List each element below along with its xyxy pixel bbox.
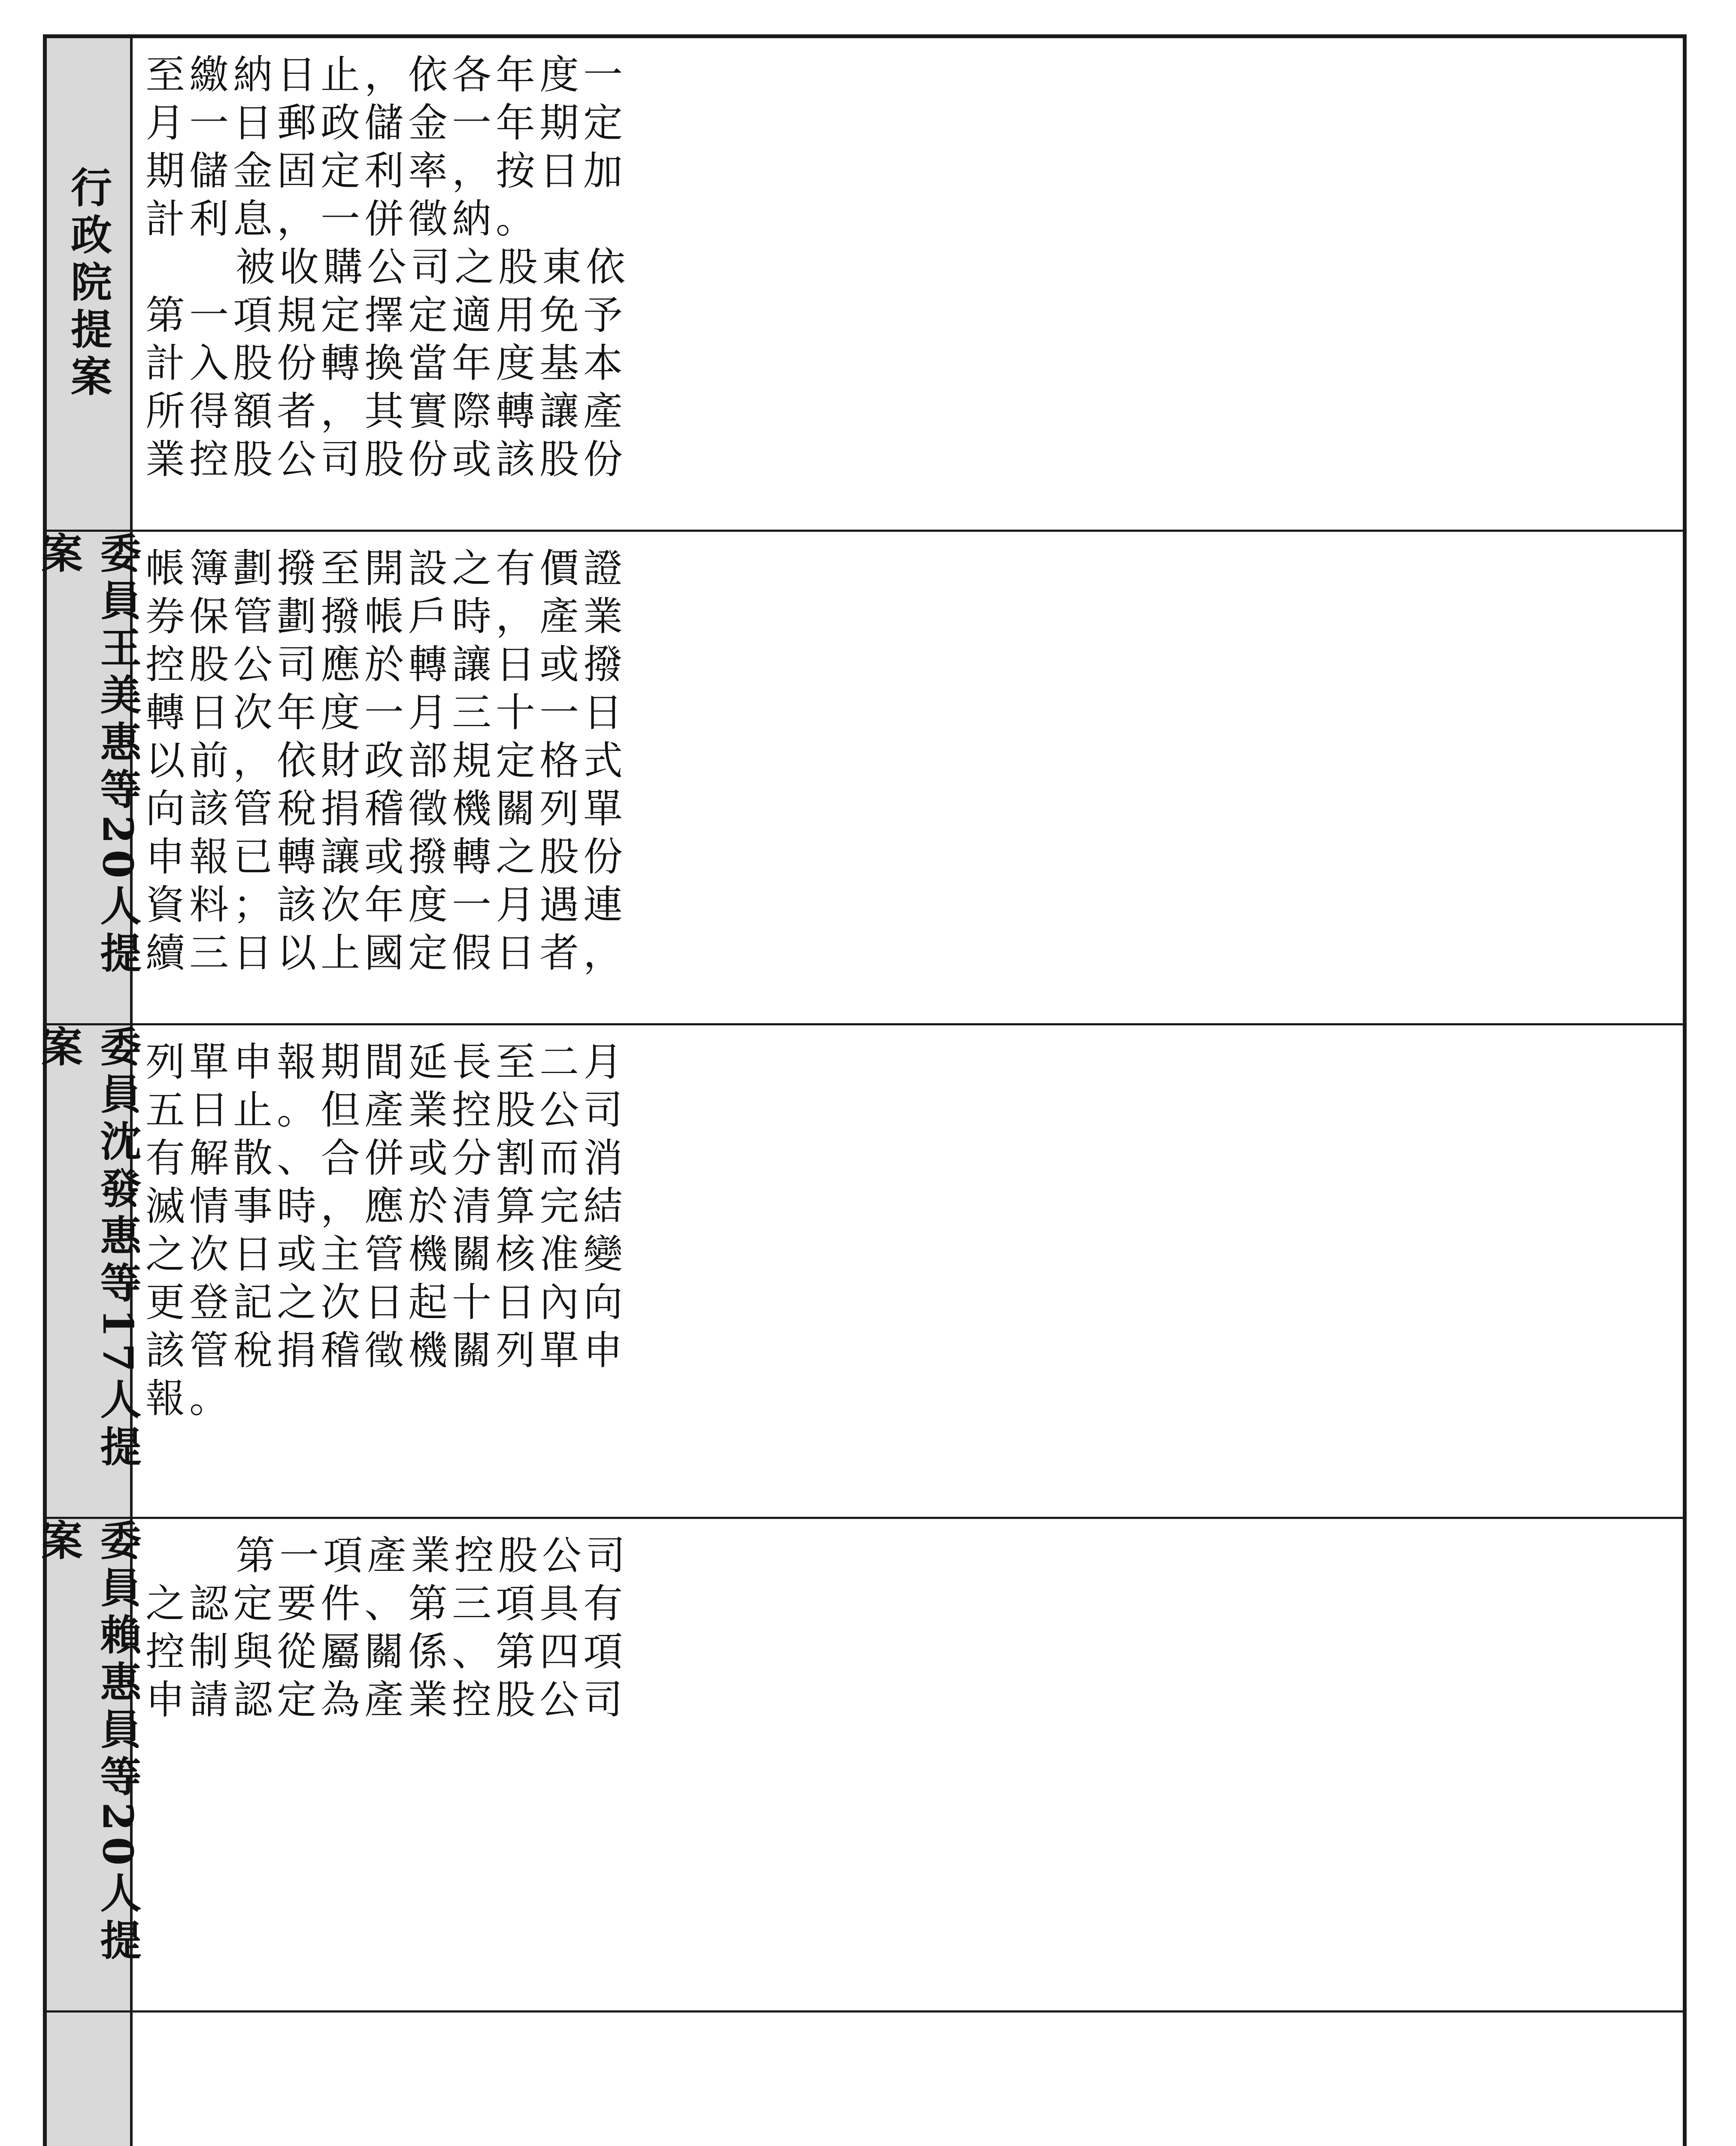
- text-line: 業控股公司股份或該股份: [145, 436, 627, 482]
- column-lai: [35, 1519, 1683, 2013]
- text-line: 計入股份轉換當年度基本: [145, 340, 627, 386]
- text-line: 所得額者，其實際轉讓產: [145, 388, 627, 434]
- text-line: 列單申報期間延長至二月: [145, 1039, 627, 1085]
- text-line: 第一項產業控股公司: [236, 1533, 630, 1579]
- column-executive-yuan: [47, 38, 1683, 532]
- text-line: 期儲金固定利率，按日加: [145, 148, 627, 194]
- column-header: [47, 38, 133, 530]
- text-line: 計利息，一併徵納。: [145, 196, 540, 242]
- text-line: 申報已轉讓或撥轉之股份: [145, 834, 627, 880]
- text-line: 月一日郵政儲金一年期定: [145, 100, 627, 146]
- text-line: 券保管劃撥帳戶時，產業: [145, 594, 627, 640]
- proposal-text: [145, 1532, 1670, 2002]
- comparison-table: [35, 34, 1687, 2146]
- text-line: 申請認定為產業控股公司: [145, 1677, 627, 1723]
- text-line: 續三日以上國定假日者，: [145, 930, 627, 976]
- proposal-text: [145, 51, 1670, 521]
- text-line: 轉日次年度一月三十一日: [145, 690, 627, 736]
- text-line: 控制與從屬關係、第四項: [145, 1629, 627, 1675]
- column-header-label: 委員賴惠員等20人提案: [35, 1519, 142, 1966]
- text-line: 控股公司應於轉讓日或撥: [145, 642, 627, 688]
- text-line: 被收購公司之股東依: [236, 244, 630, 290]
- column-wang: [35, 532, 1683, 1025]
- column-header: [35, 1519, 142, 2010]
- column-header: [47, 2013, 133, 2146]
- column-header-label: 委員王美惠等20人提案: [35, 532, 142, 979]
- text-line: 有解散、合併或分割而消: [145, 1135, 627, 1181]
- text-line: 滅情事時，應於清算完結: [145, 1183, 627, 1229]
- text-line: 資料；該次年度一月遇連: [145, 882, 627, 928]
- text-line: 報。: [145, 1376, 233, 1422]
- text-line: 之次日或主管機關核准變: [145, 1231, 627, 1277]
- column-header: [35, 1025, 142, 1517]
- current-law-text: [145, 2025, 1670, 2146]
- text-line: 以前，依財政部規定格式: [145, 738, 627, 784]
- column-current-law: [47, 2013, 1683, 2146]
- text-line: 之認定要件、第三項具有: [145, 1581, 627, 1627]
- text-line: 帳簿劃撥至開設之有價證: [145, 546, 627, 591]
- text-line: 該管稅捐稽徵機關列單申: [145, 1328, 627, 1373]
- column-header-label: 委員沈發惠等17人提案: [35, 1025, 142, 1473]
- text-line: 五日止。但產業控股公司: [145, 1087, 627, 1133]
- column-header-label: 行政院提案: [64, 166, 113, 402]
- text-line: 更登記之次日起十日內向: [145, 1279, 627, 1325]
- column-header: [35, 532, 142, 1023]
- proposal-text: [145, 1038, 1670, 1508]
- column-shen: [35, 1025, 1683, 1519]
- text-line: 向該管稅捐稽徵機關列單: [145, 786, 627, 832]
- text-line: 至繳納日止，依各年度一: [145, 52, 627, 98]
- text-line: 第一項規定擇定適用免予: [145, 292, 627, 338]
- proposal-text: [145, 545, 1670, 1015]
